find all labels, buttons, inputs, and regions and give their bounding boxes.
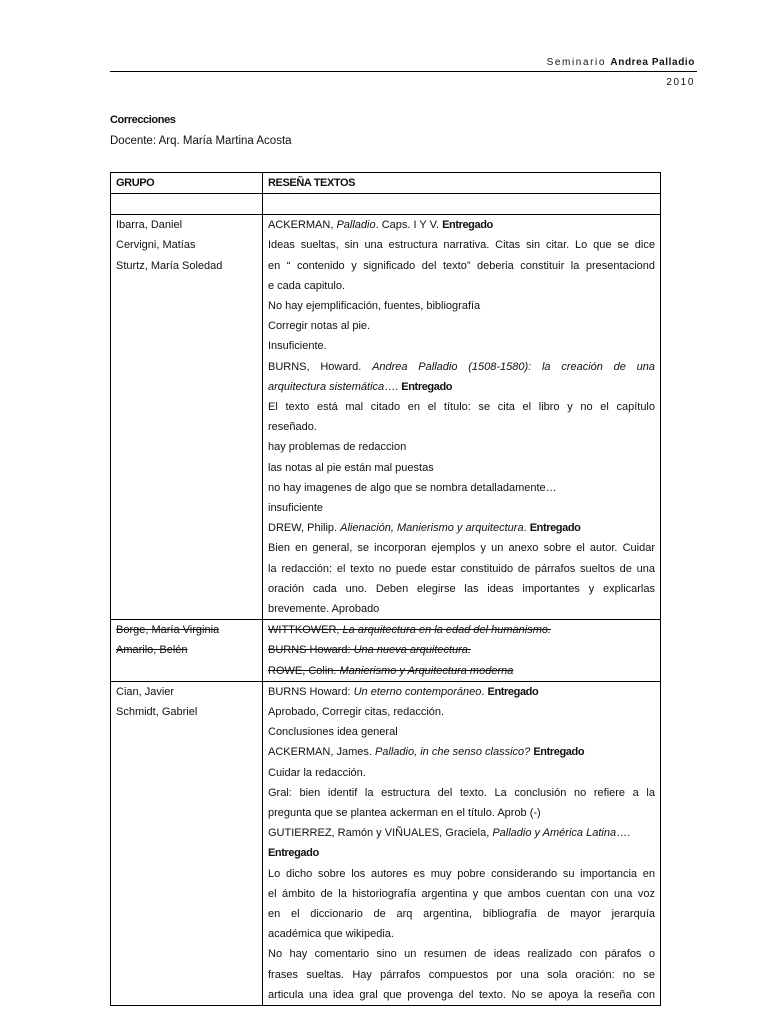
member-name: Cian, Javier xyxy=(116,685,175,698)
review-line: Cuidar la redacción. xyxy=(268,766,366,779)
review-line: las notas al pie están mal puestas xyxy=(268,461,434,474)
teacher-line: Docente: Arq. María Martina Acosta xyxy=(110,135,292,147)
empty-row xyxy=(111,194,661,215)
review-line: e cada capitulo. xyxy=(268,279,346,292)
review-line: en “ contenido y significado del texto” deberia constituir la presentaciond xyxy=(268,259,655,272)
status-delivered: Entregado xyxy=(487,685,539,698)
status-delivered: Entregado xyxy=(268,847,319,860)
col-header-review: RESEÑA TEXTOS xyxy=(263,173,661,194)
review-line: frases sueltas. Hay párrafos compuestos por una sola oración: no se xyxy=(268,968,655,981)
status-delivered: Entregado xyxy=(529,522,581,535)
seminar-name: Andrea Palladio xyxy=(610,57,695,68)
document-title: Correcciones xyxy=(110,114,176,126)
table-header-row xyxy=(111,173,661,194)
member-name: Schmidt, Gabriel xyxy=(116,705,198,718)
review-line: No hay ejemplificación, fuentes, bibliografía xyxy=(268,299,481,312)
status-delivered: Entregado xyxy=(442,219,493,232)
review-line: BURNS Howard: Una nueva arquitectura. xyxy=(268,644,471,657)
header-year: 2010 xyxy=(666,77,695,88)
review-line: No hay comentario sino un resumen de ideas realizado con párafos o xyxy=(268,948,655,961)
seminar-label: Seminario xyxy=(546,57,607,68)
member-name: Cervigni, Matías xyxy=(116,239,196,252)
review-line: reseñado. xyxy=(268,421,317,434)
group-members xyxy=(111,620,263,682)
review-line: ACKERMAN, James. Palladio, in che senso classico? Entregado xyxy=(268,746,585,759)
status-delivered: Entregado xyxy=(401,380,453,393)
review-line: hay problemas de redaccion xyxy=(268,441,407,454)
review-line: Bien en general, se incorporan ejemplos y un anexo sobre el autor. Cuidar xyxy=(268,542,655,555)
review-line: WITTKOWER, La arquitectura en la edad del humanismo. xyxy=(268,624,552,637)
table-row-group-1 xyxy=(111,215,661,620)
review-line: articula una idea gral que provenga del texto. No se apoya la reseña con xyxy=(268,988,655,1001)
review-line: Corregir notas al pie. xyxy=(268,320,371,333)
review-line: Gral: bien identif la estructura del texto. La conclusión no refiere a la xyxy=(268,786,655,799)
member-name: Ibarra, Daniel xyxy=(116,219,183,232)
review-line: la redacción: el texto no puede estar constituido de párrafos sueltos de una xyxy=(268,562,655,575)
member-name: Amarilo, Belén xyxy=(116,644,188,657)
review-line: el ámbito de la historiografía argentina y que ambos cuentan con una voz xyxy=(268,887,655,900)
review-line: pregunta que se plantea ackerman en el título. Aprob (-) xyxy=(268,806,541,819)
review-line: brevemente. Aprobado xyxy=(268,602,380,615)
group-members xyxy=(111,215,263,620)
review-cell xyxy=(263,620,661,682)
review-line: oración cada uno. Deben elegirse las ideas importantes y explicarlas xyxy=(268,582,655,595)
table-row-group-2 xyxy=(111,620,661,682)
member-name: Sturtz, María Soledad xyxy=(116,259,223,272)
review-line: académica que wikipedia. xyxy=(268,928,394,941)
review-line: ROWE, Colin. Manierismo y Arquitectura moderna xyxy=(268,664,514,677)
review-line: Insuficiente. xyxy=(268,340,327,353)
header-rule xyxy=(110,71,697,72)
review-line: GUTIERREZ, Ramón y VIÑUALES, Graciela, Palladio y América Latina…. xyxy=(268,827,631,840)
review-cell xyxy=(263,681,661,1005)
status-delivered: Entregado xyxy=(533,746,585,759)
review-line: insuficiente xyxy=(268,501,324,514)
review-line: Ideas sueltas, sin una estructura narrativa. Citas sin citar. Lo que se dice xyxy=(268,239,655,252)
review-line: Conclusiones idea general xyxy=(268,726,398,739)
running-header xyxy=(547,57,695,68)
review-line: en el diccionario de arq argentina, bibliografía de mayor jerarquía xyxy=(268,907,655,920)
member-name: Borge, María Virginia xyxy=(116,624,220,637)
review-line: arquitectura sistemática…. Entregado xyxy=(268,380,453,393)
review-line: ACKERMAN, Palladio. Caps. I Y V. Entregado xyxy=(268,219,493,232)
review-line: BURNS, Howard. Andrea Palladio (1508-1580): la creación de una xyxy=(268,360,655,373)
review-line: Aprobado, Corregir citas, redacción. xyxy=(268,705,445,718)
review-line: Lo dicho sobre los autores es muy pobre considerando su importancia en xyxy=(268,867,655,880)
review-cell xyxy=(263,215,661,620)
review-line: DREW, Philip. Alienación, Manierismo y arquitectura. Entregado xyxy=(268,522,581,535)
review-line: El texto está mal citado en el título: se cita el libro y no el capítulo xyxy=(268,400,655,413)
col-header-group: GRUPO xyxy=(111,173,263,194)
table-row-group-3 xyxy=(111,681,661,1005)
review-line: no hay imagenes de algo que se nombra detalladamente… xyxy=(268,481,557,494)
review-line: BURNS Howard: Un eterno contemporáneo. Entregado xyxy=(268,685,539,698)
corrections-table xyxy=(110,172,661,1006)
group-members xyxy=(111,681,263,1005)
